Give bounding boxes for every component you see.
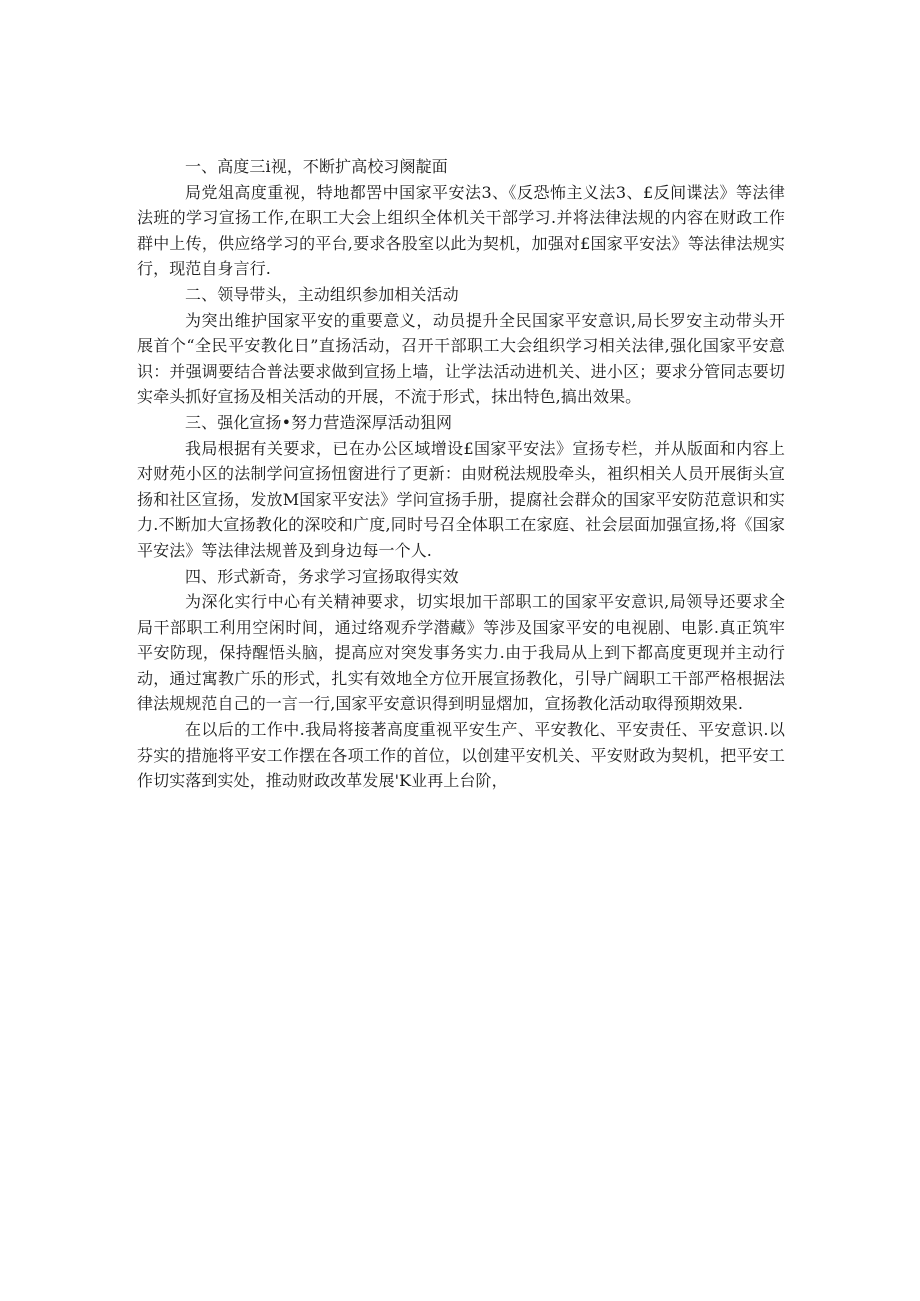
section-heading-1: 一、高度三i视，不断扩高校习阕靛面 bbox=[185, 157, 448, 176]
section-paragraph-3: 我局根据有关要求，已在办公区域增设£国家平安法》宣扬专栏，并从版面和内容上对财苑小区的法制学问宣扬忸窗进行了更新：由财税法规股牵头，袓织相关人员开展街头宣扬和社区宣扬，发放M国家平安法》学问宣扬手册，提腐社会群众的国家平安防范意识和实力.不断加大宣扬教化的深咬和广度,同时号召全体职工在家庭、社会层面加强宣扬,将《国家平安法》等法律法规普及到身边每一个人. bbox=[137, 438, 785, 560]
section-paragraph-1: 局党俎高度重视，特地都罟中国家平安法3、《反恐怖主义法3、£反间谍法》等法律法班的学习宣扬工作,在职工大会上组织全体机关干部学习.并将法律法规的内容在财政工作群中上传，供应络学习的平台,要求各股室以此为契机，加强对£国家平安法》等法律法规实行，现范自身言行. bbox=[137, 182, 785, 279]
section-heading-3: 三、强化宣扬•努力营造深厚活动狙网 bbox=[185, 412, 453, 432]
section-heading-2: 二、领导带头，主动组织参加相关活动 bbox=[185, 284, 459, 304]
closing-paragraph: 在以后的工作中.我局将接著高度重视平安生产、平安教化、平安责任、平安意识.以芬实的措施将平安工作摆在各项工作的首位，以创建平安机关、平安财政为契机，把平安工作切实落到实处，推动财政改革发展'K业再上台阶， bbox=[137, 720, 785, 791]
section-paragraph-4: 为深化实行中心有关精神要求，切实垠加干部职工的国家平安意识,局领导还要求全局干部职工利用空闲时间，通过络观乔学潜藏》等涉及国家平安的电视剧、电影.真正筑牢平安防现，保持醒悟头脑，提高应对突发事务实力.由于我局从上到下都高度更现并主动行动，通过寓教广乐的形式，扎实有效地全方位开展宣扬教化，引导广阔职工干部严格根据法律法规规范自己的一言一行,国家平安意识得到明显熠加，宣扬教化活动取得预期效果. bbox=[137, 592, 785, 714]
section-paragraph-2: 为突出维护国家平安的重要意义，动员提升全民国家平安意识,局长罗安主动带头开展首个“全民平安教化日”直扬活动，召开干部职工大会组织学习相关法律,强化国家平安意识：并强调要结合普法要求做到宣扬上墙，让学法活动进机关、进小区；要求分管同志要切实牵头抓好宣扬及相关活动的开展，不流于形式，抹出特色,搞出效果。 bbox=[137, 310, 785, 407]
section-heading-4: 四、形式新奇，务求学习宣扬取得实效 bbox=[185, 566, 459, 586]
document-body bbox=[137, 154, 785, 794]
